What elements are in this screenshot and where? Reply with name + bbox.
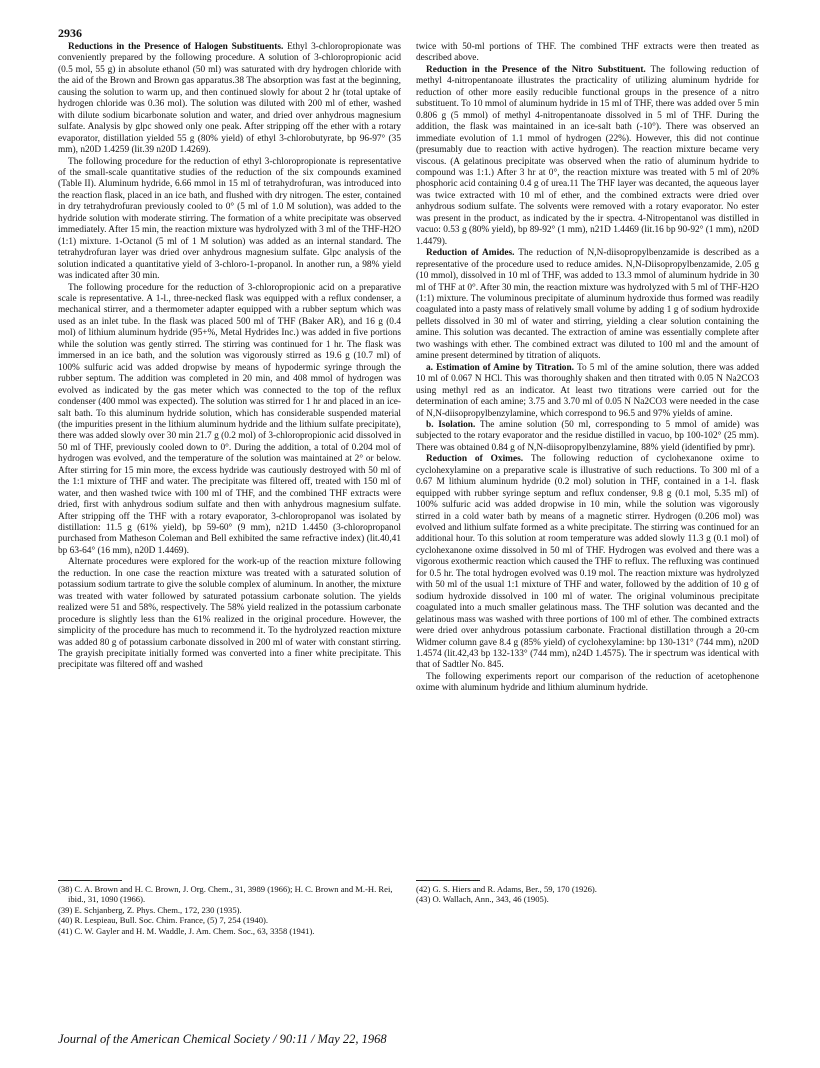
section-heading: Reduction of Amides.: [426, 248, 515, 259]
paragraph-text: The following experiments report our comparison of the reduction of acetophenone oxime with aluminum hydride and lithium aluminum hydride.: [416, 671, 759, 694]
paragraph-text: The following reduction of cyclohexanone oxime to cyclohexylamine on a preparative scale is illustrative of such reductions. To 300 ml of a 0.67 M lithium aluminum hydride (0.2 mol) solution in THF, contained in a 1-l. flask equipped with rubber syringe septum and reflux condenser, 9.8 g (0.1 mol, 5.35 ml) of 100% sulfuric acid was added dropwise in 10 min, while the solution was vigorously stirred in a cold water bath by means of a magnetic stirrer. Hydrogen (0.206 mol) was evolved and lithium sulfate formed as a white precipitate. The stirring was continued for an additional hour. To this solution at room temperature was added slowly 11.3 g (0.1 mol) of cyclohexanone oxime dissolved in 50 ml of THF. Hydrogen was evolved and there was a vigorous exothermic reaction which caused the THF to reflux. The refluxing was continued for 0.5 hr. The total hydrogen evolved was 0.19 mol. The reaction mixture was hydrolyzed with 50 ml of the usual 1:1 mixture of THF and water, followed by the addition of 10 g of sodium hydroxide dissolved in 100 ml of water. The original voluminous precipitate coagulated into a much smaller gelatinous mass. The THF solution was decanted and the gelatinous mass was washed with three portions of 100 ml of ether. The combined extracts were dried over anhydrous potassium carbonate. Fractional distillation through a 20-cm Widmer column gave 8.4 g (85% yield) of cyclohexylamine: bp 130-131° (744 mm), n20D 1.4574 (lit.42,43 bp 132-133° (744 mm), n24D 1.4575). The ir spectrum was identical with that of Sadtler No. 845.: [416, 454, 760, 671]
footnote: (43) O. Wallach, Ann., 343, 46 (1905).: [416, 894, 549, 905]
paragraph-text: Ethyl 3-chloropropionate was conveniently prepared by the following procedure. A solution of 3-chloropropionic acid (0.5 mol, 55 g) in absolute ethanol (50 ml) was saturated with dry hydrogen chloride with the aid of the Brown and Brown gas apparatus.38 The absorption was fast at the beginning, causing the solution to warm up, and then continued slowly for about 2 hr (total uptake of hydrogen chloride was 0.36 mol). The solution was diluted with 200 ml of ether, washed with dilute sodium bicarbonate solution and water, and dried over anhydrous magnesium sulfate. Analysis by glpc showed only one peak. After stripping off the ether with a rotary evaporator, distillation yielded 55 g (80% yield) of ethyl 3-chlorobutyrate, bp 96-97° (35 mm), n20D 1.4259 (lit.39 n20D 1.4269).: [58, 42, 402, 156]
paragraph: [58, 157, 401, 283]
paragraph-text: The following procedure for the reduction of ethyl 3-chloropropionate is representative of the small-scale quantitative studies of the reduction of the six compounds examined (Table II). Aluminum hydride, 6.66 mmol in 15 ml of tetrahydrofuran, was introduced into the reaction flask, placed in an ice bath, and flushed with dry nitrogen. The ester, contained in dry tetrahydrofuran previously cooled to 0° (5 ml of 1.0 M solution), was added to the hydride solution with moderate stirring. The formation of a white precipitate was observed immediately. After 15 min, the reaction mixture was hydrolyzed with 3 ml of the THF-H2O (1:1) mixture. 1-Octanol (5 ml of 1 M solution) was added as an internal standard. The tetrahydrofuran layer was dried over anhydrous magnesium sulfate. Glpc analysis of the solution indicated a quantitative yield of 3-chloro-1-propanol. In another run, a 98% yield was indicated after 30 min.: [58, 156, 401, 282]
paragraph: [58, 557, 401, 672]
journal-footer: Journal of the American Chemical Society / 90:11 / May 22, 1968: [58, 1032, 387, 1046]
footnotes-right: [416, 880, 759, 905]
paragraph-text: Alternate procedures were explored for the work-up of the reaction mixture following the reduction. In one case the reaction mixture was treated with a saturated solution of potassium sodium tartrate to give the soluble complex of aluminum. In another, the mixture was treated with water followed by saturated potassium carbonate solution. The yields realized were 51 and 58%, respectively. The 58% yield realized in the potassium carbonate procedure is slightly less than the 61% realized in the original procedure. However, the simplicity of the procedure has much to recommend it. To the hydrolyzed reaction mixture was added 80 g of potassium carbonate dissolved in 200 ml of water with constant stirring. The grayish precipitate initially formed was converted into a finer white precipitate. This precipitate was filtered off and washed: [58, 557, 401, 671]
footnote: (41) C. W. Gayler and H. M. Waddle, J. Am. Chem. Soc., 63, 3358 (1941).: [58, 925, 315, 936]
section-heading: Reduction of Oximes.: [426, 454, 524, 465]
page-number: 2936: [58, 26, 82, 40]
left-text-column: [58, 42, 401, 672]
paragraph-text: The following procedure for the reduction of 3-chloropropionic acid on a preparative scale is representative. A 1-l., three-necked flask was equipped with a reflux condenser, a mechanical stirrer, and a thermometer adapter equipped with a rubber septum which was used as an inlet tube. In the flask was placed 500 ml of THF (Baker AR), and 16 g (0.4 mol) of lithium aluminum hydride (95+%, Metal Hydrides Inc.) was added in five portions while the solution was gently stirred. The stirring was continued for 1 hr. The flask was immersed in an ice bath, and the solution was vigorously stirred as 19.6 g (10.7 ml) of 100% sulfuric acid was added dropwise by means of hypodermic syringe through the rubber septum. The addition was completed in 20 min, and 408 mmol of hydrogen was evolved as indicated by the gas meter which was connected to the top of the reflux condenser (400 mmol was expected). The solution was stirred for 1 hr and placed in an ice-salt bath. To this aluminum hydride solution, which has considerable suspended material (the impurities present in the lithium aluminum hydride and the lithium sulfate precipitate), there was added slowly over 30 min 21.7 g (0.2 mol) of 3-chloropropionic acid dissolved in 50 ml of THF, previously cooled down to 0°. During the addition, a total of 0.204 mol of hydrogen was evolved, and the temperature of the solution was maintained at 2° or below. After stirring for 15 min more, the excess hydride was cautiously destroyed with 50 ml of the 1:1 mixture of THF and water. The precipitate was filtered off, treated with 150 ml of water, and then washed twice with 100 ml of THF, and the combined THF extracts were dried, first with anhydrous sodium sulfate and then with anhydrous magnesium sulfate. After stripping off the THF with a rotary evaporator, 3-chloropropanol was isolated by distillation: 11.5 g (61% yield), bp 59-60° (9 mm), n21D 1.4450 (3-chloropropanol purchased from Matheson Coleman and Bell exhibited the same refractive index) (lit.40,41 bp 63-64° (16 mm), n20D 1.4469).: [58, 282, 401, 556]
paragraph: [58, 42, 401, 157]
paragraph-text: The amine solution (50 ml, corresponding to 5 mmol of amide) was subjected to the rotary evaporator and the residue distilled in vacuo, bp 100-102° (25 mm). There was obtained 0.84 g of N,N-diisopropylbenzylamine, 88% yield (identified by pmr).: [416, 419, 759, 453]
footnote: (38) C. A. Brown and H. C. Brown, J. Org. Chem., 31, 3989 (1966); H. C. Brown and M.-H. Rei, ibid., 31, 1090 (1966).: [58, 884, 393, 905]
section-heading: Reductions in the Presence of Halogen Substituents.: [68, 42, 284, 52]
section-heading: a. Estimation of Amine by Titration.: [426, 362, 575, 373]
footnote-rule: [416, 880, 480, 881]
paragraph: [416, 42, 759, 65]
right-text-column: [416, 42, 759, 695]
footnote: (40) R. Lespieau, Bull. Soc. Chim. France, (5) 7, 254 (1940).: [58, 915, 269, 926]
footnote: (39) E. Schjanberg, Z. Phys. Chem., 172, 230 (1935).: [58, 904, 242, 915]
paragraph: [416, 672, 759, 695]
footnotes-left: [58, 880, 401, 936]
paragraph-text: The reduction of N,N-diisopropylbenzamide is described as a representative of the procedure used to reduce amides. N,N-Diisopropylbenzamide, 2.05 g (10 mmol), dissolved in 10 ml of THF, was added to 13.3 mmol of aluminum hydride in 30 ml of THF at 0°. After 30 min, the reaction mixture was hydrolyzed with 5 ml of THF-H2O (1:1) mixture. The voluminous precipitate of aluminum hydroxide thus formed was readily coagulated into a pasty mass of relatively small volume by adding 1 g of sodium hydroxide pellets dissolved in 30 ml of water and stirring, yielding a clear solution containing the amine. This solution was decanted. The extraction of amine was essentially complete after two washings with ether. The combined extract was diluted to 100 ml and the amount of amine present determined by titration of aliquots.: [416, 248, 759, 362]
paragraph-text: To 5 ml of the amine solution, there was added 10 ml of 0.067 N HCl. This was thoroughly shaken and then titrated with 0.05 N Na2CO3 using methyl red as an indicator. At least two titrations were carried out for the determination of each amine; 3.75 and 3.70 ml of 0.05 N Na2CO3 were needed in the case of N,N-diisopropylbenzylamine, which correspond to 96.5 and 97% yields of amine.: [416, 362, 759, 419]
paragraph: [58, 283, 401, 558]
paragraph: [416, 363, 759, 420]
paragraph-text: The following reduction of methyl 4-nitropentanoate illustrates the practicality of utilizing aluminum hydride for reduction of other more easily reducible functional groups in the presence of a nitro substituent. To 10 mmol of aluminum hydride in 15 ml of THF, there was added over 5 min 0.806 g (5 mmol) of methyl 4-nitropentanoate dissolved in 5 ml of THF. During the addition, the flask was maintained in an ice-salt bath (-10°). There was observed an immediate evolution of 1.1 mmol of hydrogen (22%). However, this did not continue (presumably due to reaction with active hydrogen). The reaction mixture became very viscous. (A gelatinous precipitate was observed when the ratio of aluminum hydride to compound was 1:1.) After 3 hr at 0°, the reaction mixture was treated with 5 ml of 20% phosphoric acid containing 0.4 g of urea.11 The THF layer was decanted, the aqueous layer was twice extracted with 10 ml of ether, and the combined extracts were dried over anhydrous sodium sulfate. The solvents were removed with a rotary evaporator. No ester was present in the product, as indicated by the ir spectra. 4-Nitropentanol was distilled in vacuo: 0.53 g (80% yield), bp 89-92° (1 mm), n21D 1.4469 (lit.16 bp 90-92° (1 mm), n20D 1.4479).: [416, 64, 759, 247]
footnote-rule: [58, 880, 122, 881]
paragraph-text: twice with 50-ml portions of THF. The combined THF extracts were then treated as described above.: [416, 42, 759, 64]
section-heading: Reduction in the Presence of the Nitro Substituent.: [426, 64, 646, 75]
paragraph: [416, 454, 759, 672]
paragraph: [416, 65, 759, 248]
section-heading: b. Isolation.: [426, 419, 476, 430]
paragraph: [416, 420, 759, 454]
paragraph: [416, 248, 759, 363]
footnote: (42) G. S. Hiers and R. Adams, Ber., 59, 170 (1926).: [416, 884, 597, 894]
